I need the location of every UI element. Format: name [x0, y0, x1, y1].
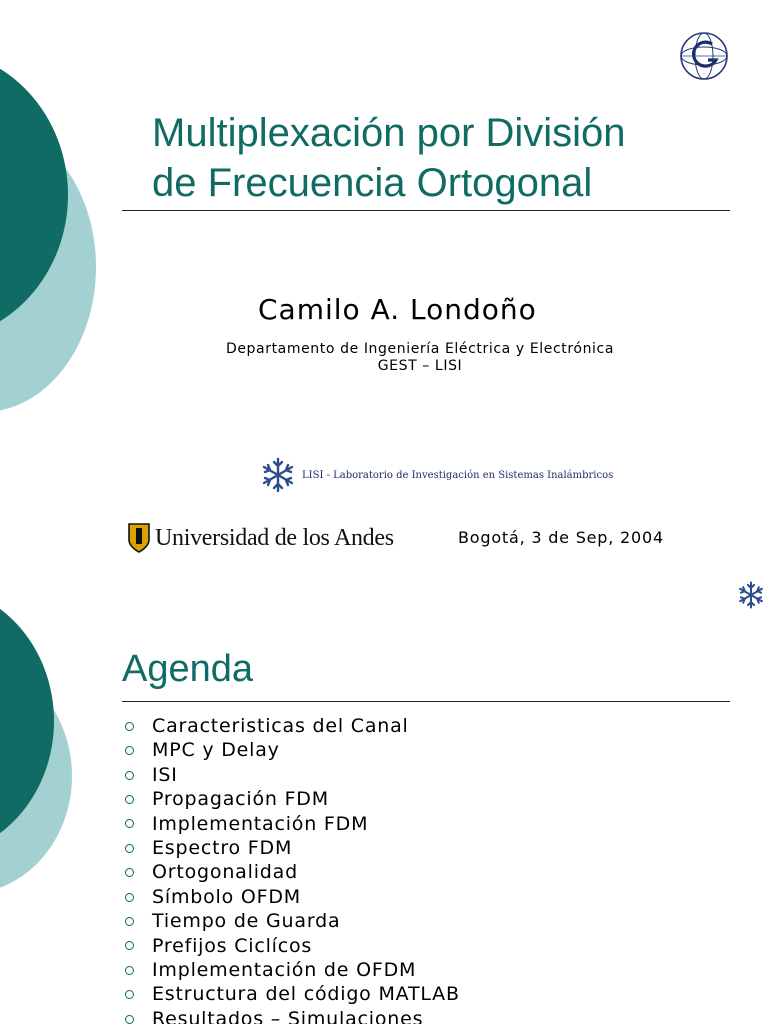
university-shield-icon [127, 522, 151, 554]
university-logo [127, 522, 394, 554]
list-item [122, 1007, 460, 1024]
presentation-date: Bogotá, 3 de Sep, 2004 [458, 528, 664, 547]
gest-logo-icon [678, 30, 730, 82]
agenda-divider [122, 701, 730, 702]
author-name: Camilo A. Londoño [258, 293, 537, 326]
bullet-icon [125, 966, 134, 975]
title-line-1: Multiplexación por División [152, 111, 626, 155]
list-item [122, 714, 460, 738]
list-item [122, 836, 460, 860]
list-item [122, 763, 460, 787]
list-item-text: ISI [152, 763, 178, 786]
bullet-icon [125, 893, 134, 902]
list-item-text: Propagación FDM [152, 788, 329, 811]
list-item-text: MPC y Delay [152, 739, 280, 762]
bullet-icon [125, 795, 134, 804]
university-name: Universidad de los Andes [155, 524, 394, 551]
agenda-slide [0, 576, 768, 1024]
lisi-banner [258, 452, 614, 498]
list-item [122, 909, 460, 933]
bullet-icon [125, 990, 134, 999]
list-item-text: Tiempo de Guarda [152, 910, 341, 933]
department-text: Departamento de Ingeniería Eléctrica y Electrónica [225, 341, 615, 357]
list-item [122, 812, 460, 836]
list-item [122, 982, 460, 1006]
group-text: GEST – LISI [377, 358, 463, 374]
list-item-text: Caracteristicas del Canal [152, 715, 409, 737]
list-item-text: Ortogonalidad [152, 861, 298, 884]
list-item [122, 958, 460, 982]
bullet-icon [125, 771, 134, 780]
bullet-icon [125, 844, 134, 853]
list-item-text: Prefijos Ciclícos [152, 934, 313, 957]
list-item-text: Estructura del código MATLAB [152, 983, 460, 1006]
slide-title [152, 108, 732, 208]
list-item-text: Implementación de OFDM [152, 959, 417, 982]
list-item [122, 885, 460, 909]
title-line-2: de Frecuencia Ortogonal [152, 161, 593, 205]
snowflake-icon [737, 581, 765, 609]
list-item [122, 787, 460, 811]
title-divider [122, 210, 730, 211]
bullet-icon [125, 941, 134, 950]
bullet-icon [125, 722, 134, 731]
agenda-title: Agenda [122, 648, 254, 690]
list-item [122, 738, 460, 762]
lisi-banner-text: LISI - Laboratorio de Investigación en Sistemas Inalámbricos [302, 469, 614, 481]
bullet-icon [125, 746, 134, 755]
agenda-list [122, 714, 460, 1024]
list-item-text: Símbolo OFDM [152, 885, 301, 908]
snowflake-icon [260, 457, 296, 493]
bullet-icon [125, 868, 134, 877]
bullet-icon [125, 1015, 134, 1024]
list-item [122, 860, 460, 884]
list-item-text: Espectro FDM [152, 837, 293, 860]
bullet-icon [125, 917, 134, 926]
list-item [122, 934, 460, 958]
list-item-text: Implementación FDM [152, 812, 369, 835]
list-item-text: Resultados – Simulaciones [152, 1007, 424, 1024]
bullet-icon [125, 819, 134, 828]
